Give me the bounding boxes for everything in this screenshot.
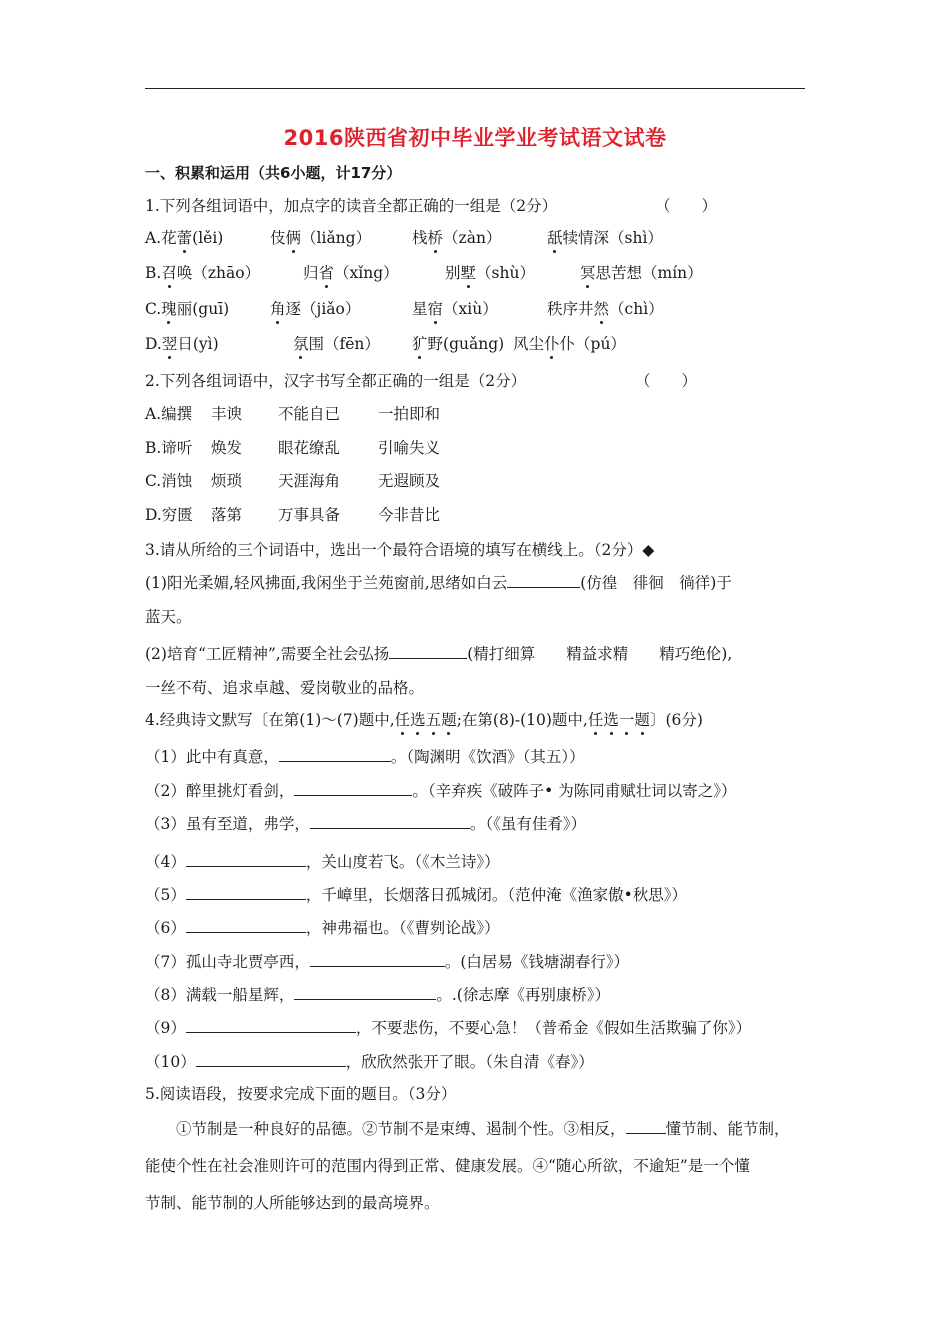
item-prefix: （7）孤山寺北贾亭西， bbox=[145, 953, 310, 971]
word-text: （zàn） bbox=[443, 229, 502, 247]
word-text: （chì） bbox=[609, 300, 664, 318]
word-text: 犊情深（shì） bbox=[562, 229, 663, 247]
item-prefix: （8）满载一船星辉， bbox=[145, 986, 295, 1004]
q3-part1 bbox=[145, 572, 732, 593]
dotted-char: 角 bbox=[270, 300, 286, 318]
q4-item bbox=[145, 746, 585, 767]
answer-blank[interactable] bbox=[186, 851, 306, 867]
q5-passage-line1 bbox=[145, 1118, 790, 1139]
answer-blank[interactable] bbox=[389, 643, 467, 659]
item-prefix: （10） bbox=[145, 1053, 196, 1071]
option-word: 引喻失义 bbox=[378, 439, 441, 457]
q3-text: (1)阳光柔媚,轻风拂面,我闲坐于兰苑窗前,思绪如白云 bbox=[145, 574, 508, 592]
option-word: 万事具备 bbox=[278, 506, 341, 524]
q1-option-c bbox=[145, 299, 664, 319]
dotted-char: 题 bbox=[441, 711, 457, 729]
q5-passage-line2: 能使个性在社会准则许可的范围内得到正常、健康发展。④“随心所欲，不逾矩”是一个懂 bbox=[145, 1157, 750, 1175]
dotted-char: 俩 bbox=[285, 229, 302, 247]
answer-blank[interactable] bbox=[186, 884, 306, 900]
q4-item bbox=[145, 1051, 594, 1072]
dotted-char: 桥 bbox=[427, 229, 444, 247]
dotted-char: 任 bbox=[394, 711, 411, 729]
word-text: 归 bbox=[303, 264, 319, 282]
option-word: B.谛听 bbox=[145, 439, 193, 457]
word-text: 秩序井 bbox=[547, 300, 594, 318]
q1-option-a bbox=[145, 228, 663, 248]
item-suffix: 。（辛弃疾《破阵子• 为陈同甫赋壮词以寄之》） bbox=[412, 782, 737, 800]
option-label: D. bbox=[145, 335, 162, 353]
dotted-char: 瑰 bbox=[161, 300, 177, 318]
word-text: 丽(guī) bbox=[176, 300, 230, 318]
dotted-char: 蕾 bbox=[176, 229, 193, 247]
answer-blank[interactable] bbox=[196, 1051, 346, 1067]
answer-blank[interactable] bbox=[186, 1017, 356, 1033]
q4-item bbox=[145, 917, 500, 938]
item-suffix: ，不要悲伤，不要心急！（普希金《假如生活欺骗了你》） bbox=[355, 1019, 752, 1037]
item-suffix: 。.(徐志摩《再别康桥》） bbox=[436, 986, 611, 1004]
q4-item bbox=[145, 851, 500, 872]
q1-stem bbox=[145, 196, 718, 216]
item-prefix: （4） bbox=[145, 853, 186, 871]
word-text: 伎 bbox=[270, 229, 286, 247]
option-word: 焕发 bbox=[211, 439, 243, 457]
option-label: A. bbox=[145, 229, 162, 247]
dotted-char: 然 bbox=[593, 300, 610, 318]
answer-blank[interactable] bbox=[626, 1118, 666, 1134]
item-prefix: （6） bbox=[145, 919, 186, 937]
dotted-char: 氛 bbox=[293, 335, 309, 353]
answer-blank[interactable] bbox=[310, 951, 445, 967]
dotted-char: 宿 bbox=[427, 300, 444, 318]
item-suffix: 。(白居易《钱塘湖春行》） bbox=[444, 953, 630, 971]
item-prefix: （1）此中有真意， bbox=[145, 748, 279, 766]
word-text: 花 bbox=[161, 229, 177, 247]
q4-item bbox=[145, 1017, 751, 1038]
dotted-char: 选 bbox=[410, 711, 426, 729]
q4-text: 〕(6分) bbox=[649, 711, 703, 729]
q4-text: ;在第(8)-(10)题中, bbox=[456, 711, 588, 729]
item-suffix: ，关山度若飞。（《木兰诗》） bbox=[305, 853, 500, 871]
q2-option-d bbox=[145, 505, 441, 525]
item-prefix: （2）醉里挑灯看剑， bbox=[145, 782, 295, 800]
option-word: 落第 bbox=[211, 506, 243, 524]
word-text: 唤（zhāo） bbox=[176, 264, 261, 282]
q1-option-b bbox=[145, 263, 703, 283]
word-text: 思苦想（mín） bbox=[595, 264, 703, 282]
dotted-char: 省 bbox=[318, 264, 335, 282]
q1-option-d bbox=[145, 334, 626, 354]
word-text: 日(yì) bbox=[177, 335, 219, 353]
dotted-char: 仆 bbox=[544, 335, 560, 353]
answer-blank[interactable] bbox=[294, 780, 412, 796]
item-prefix: （9） bbox=[145, 1019, 186, 1037]
answer-blank[interactable] bbox=[507, 572, 580, 588]
word-text: （shù） bbox=[476, 264, 535, 282]
q5-passage-line3: 节制、能节制的人所能够达到的最高境界。 bbox=[145, 1194, 440, 1212]
q5-stem: 5.阅读语段，按要求完成下面的题目。（3分） bbox=[145, 1085, 457, 1103]
item-suffix: ，千嶂里，长烟落日孤城闭。（范仲淹《渔家傲•秋思》） bbox=[305, 886, 688, 904]
option-word: A.编撰 bbox=[145, 405, 193, 423]
q3-options: (精打细算 精益求精 精巧绝伦), bbox=[467, 645, 733, 663]
word-text: 围（fēn） bbox=[308, 335, 380, 353]
answer-blank[interactable] bbox=[294, 984, 436, 1000]
q2-stem bbox=[145, 371, 698, 391]
option-word: C.消蚀 bbox=[145, 472, 193, 490]
q3-options: (仿徨 徘徊 徜徉)于 bbox=[580, 574, 732, 592]
item-suffix: 。（陶渊明《饮酒》（其五）） bbox=[390, 748, 585, 766]
answer-blank[interactable] bbox=[186, 917, 306, 933]
word-text: 星 bbox=[412, 300, 428, 318]
q4-stem bbox=[145, 710, 703, 730]
q3-part2 bbox=[145, 643, 732, 664]
dotted-char: 召 bbox=[161, 264, 177, 282]
q4-item bbox=[145, 984, 610, 1005]
q1-answer-paren: （ ） bbox=[655, 197, 718, 215]
item-suffix: ，欣欣然张开了眼。（朱自清《春》） bbox=[345, 1053, 594, 1071]
page-title: 2016陕西省初中毕业学业考试语文试卷 bbox=[283, 126, 667, 150]
answer-blank[interactable] bbox=[310, 813, 470, 829]
q2-answer-paren: （ ） bbox=[635, 372, 698, 390]
q3-text: (2)培育“工匠精神”,需要全社会弘扬 bbox=[145, 645, 390, 663]
option-word: 眼花缭乱 bbox=[278, 439, 341, 457]
q1-stem-text: 1.下列各组词语中，加点字的读音全都正确的一组是（2分） bbox=[145, 197, 558, 215]
answer-blank[interactable] bbox=[279, 746, 391, 762]
q4-item bbox=[145, 951, 629, 972]
dotted-char: 翌 bbox=[161, 335, 178, 353]
dotted-char: 选 bbox=[603, 711, 619, 729]
q2-option-b bbox=[145, 438, 441, 458]
word-text: （liǎng） bbox=[301, 229, 372, 247]
dotted-char: 犷 bbox=[412, 335, 428, 353]
option-label: C. bbox=[145, 300, 162, 318]
dotted-char: 任 bbox=[587, 711, 604, 729]
dotted-char: 舐 bbox=[547, 229, 563, 247]
item-suffix: ，神弗福也。（《曹刿论战》） bbox=[305, 919, 500, 937]
q2-stem-text: 2.下列各组词语中，汉字书写全都正确的一组是（2分） bbox=[145, 372, 527, 390]
option-word: 不能自已 bbox=[278, 405, 341, 423]
word-text: 风尘 bbox=[513, 335, 545, 353]
word-text: 别 bbox=[445, 264, 461, 282]
option-label: B. bbox=[145, 264, 162, 282]
word-text: 栈 bbox=[412, 229, 428, 247]
word-text: 仆（pú） bbox=[559, 335, 626, 353]
option-word: 天涯海角 bbox=[278, 472, 341, 490]
word-text: (lěi) bbox=[192, 229, 224, 247]
q4-item bbox=[145, 813, 586, 834]
q3-part1-cont: 蓝天。 bbox=[145, 608, 192, 626]
q4-item bbox=[145, 884, 687, 905]
word-text: （xǐng） bbox=[334, 264, 399, 282]
option-word: 无遐顾及 bbox=[378, 472, 441, 490]
item-prefix: （3）虽有至道，弗学， bbox=[145, 815, 310, 833]
option-word: 今非昔比 bbox=[378, 506, 441, 524]
dotted-char: 一 bbox=[618, 711, 635, 729]
option-word: 丰谀 bbox=[211, 405, 243, 423]
item-suffix: 。（《虽有佳肴》） bbox=[469, 815, 587, 833]
word-text: 野(guǎng) bbox=[427, 335, 505, 353]
option-word: D.穷匮 bbox=[145, 506, 193, 524]
word-text: （xiù） bbox=[443, 300, 498, 318]
q4-text: 4.经典诗文默写〔在第(1)～(7)题中, bbox=[145, 711, 395, 729]
q3-part2-cont: 一丝不苟、追求卓越、爱岗敬业的品格。 bbox=[145, 679, 425, 697]
item-prefix: （5） bbox=[145, 886, 186, 904]
dotted-char: 冥 bbox=[580, 264, 596, 282]
q4-item bbox=[145, 780, 736, 801]
header-rule bbox=[145, 88, 805, 89]
option-word: 烦琐 bbox=[211, 472, 243, 490]
q2-option-c bbox=[145, 471, 441, 491]
dotted-char: 题 bbox=[634, 711, 650, 729]
option-word: 一拍即和 bbox=[378, 405, 441, 423]
q3-stem: 3.请从所给的三个词语中，选出一个最符合语境的填写在横线上。（2分）◆ bbox=[145, 541, 655, 559]
dotted-char: 五 bbox=[425, 711, 442, 729]
dotted-char: 墅 bbox=[460, 264, 477, 282]
q2-option-a bbox=[145, 404, 441, 424]
section-heading: 一、积累和运用（共6小题，计17分） bbox=[145, 164, 402, 182]
passage-text: 懂节制、能节制， bbox=[665, 1120, 790, 1138]
word-text: 逐（jiǎo） bbox=[285, 300, 361, 318]
passage-text: ①节制是一种良好的品德。②节制不是束缚、遏制个性。③相反， bbox=[176, 1120, 626, 1138]
